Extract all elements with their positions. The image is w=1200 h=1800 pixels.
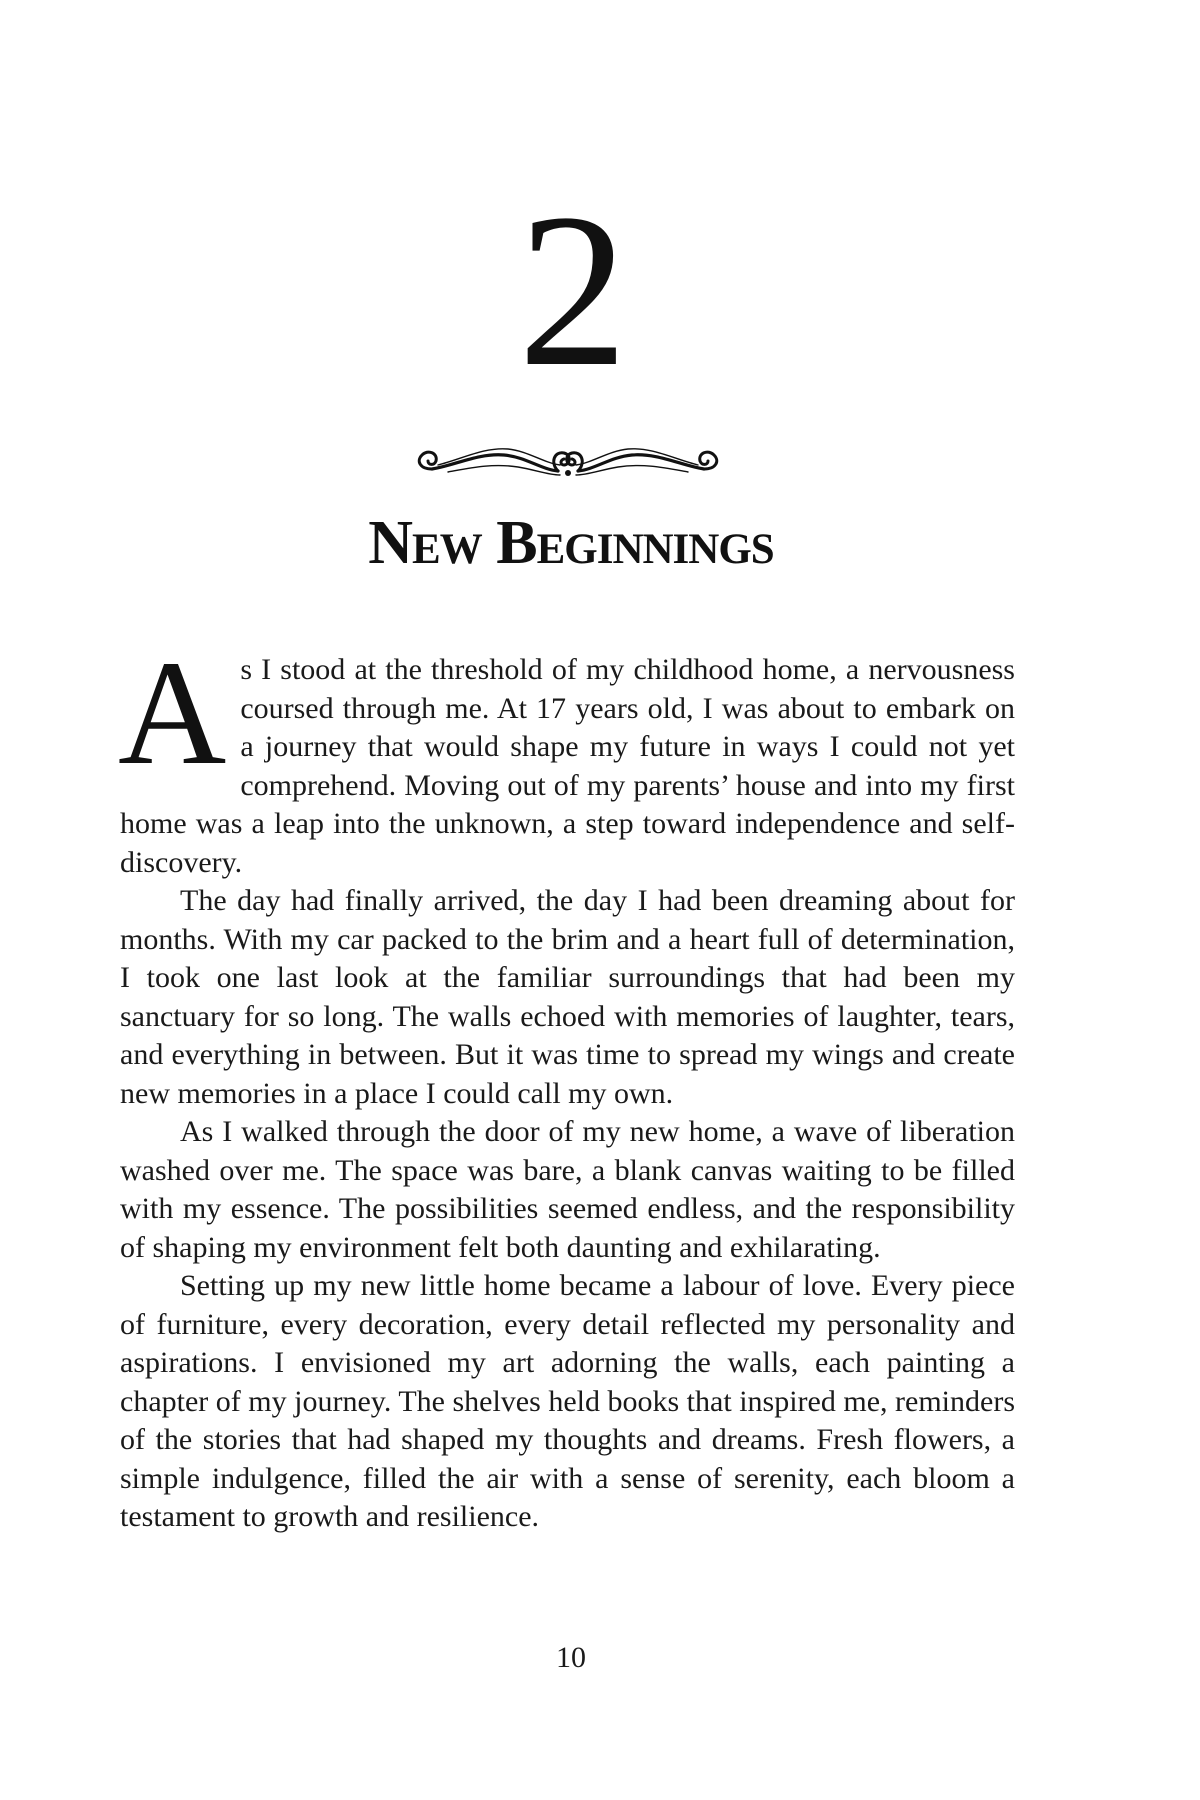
drop-cap: A <box>118 630 227 796</box>
paragraph-3: As I walked through the door of my new home, a wave of liberation washed over me. The space was bare, a blank canvas waiting to be filled with my essence. The possibilities seemed endless, and the responsibility of shaping my environment felt both daunting and exhilarating. <box>120 1115 1015 1264</box>
chapter-title: New Beginnings <box>368 509 774 577</box>
paragraph-2: The day had finally arrived, the day I had been dreaming about for months. With my car packed to the brim and a heart full of determination, I took one last look at the familiar surroundings that had been my sanctuary for so long. The walls echoed with memories of laughter, tears, and everything in between. But it was time to spread my wings and create new memories in a place I could call my own. <box>120 884 1015 1110</box>
paragraph-1 <box>118 630 1015 882</box>
chapter-number: 2 <box>518 168 624 412</box>
chapter-body <box>118 630 1015 1537</box>
flourish-divider-icon <box>408 435 728 491</box>
paragraph-1-text: s I stood at the threshold of my childhood home, a nervousness coursed through me. At 17 years old, I was about to embark on a journey that would shape my future in ways I could not yet comprehend. Moving out of my parents’ house and into my first home was a leap into the unknown, a step toward independence and self-discovery. <box>120 653 1015 879</box>
page-number: 10 <box>556 1641 586 1674</box>
paragraph-4: Setting up my new little home became a labour of love. Every piece of furniture, every decoration, every detail reflected my personality and aspirations. I envisioned my art adorning the walls, each painting a chapter of my journey. The shelves held books that inspired me, reminders of the stories that had shaped my thoughts and dreams. Fresh flowers, a simple indulgence, filled the air with a sense of serenity, each bloom a testament to growth and resilience. <box>120 1269 1015 1533</box>
